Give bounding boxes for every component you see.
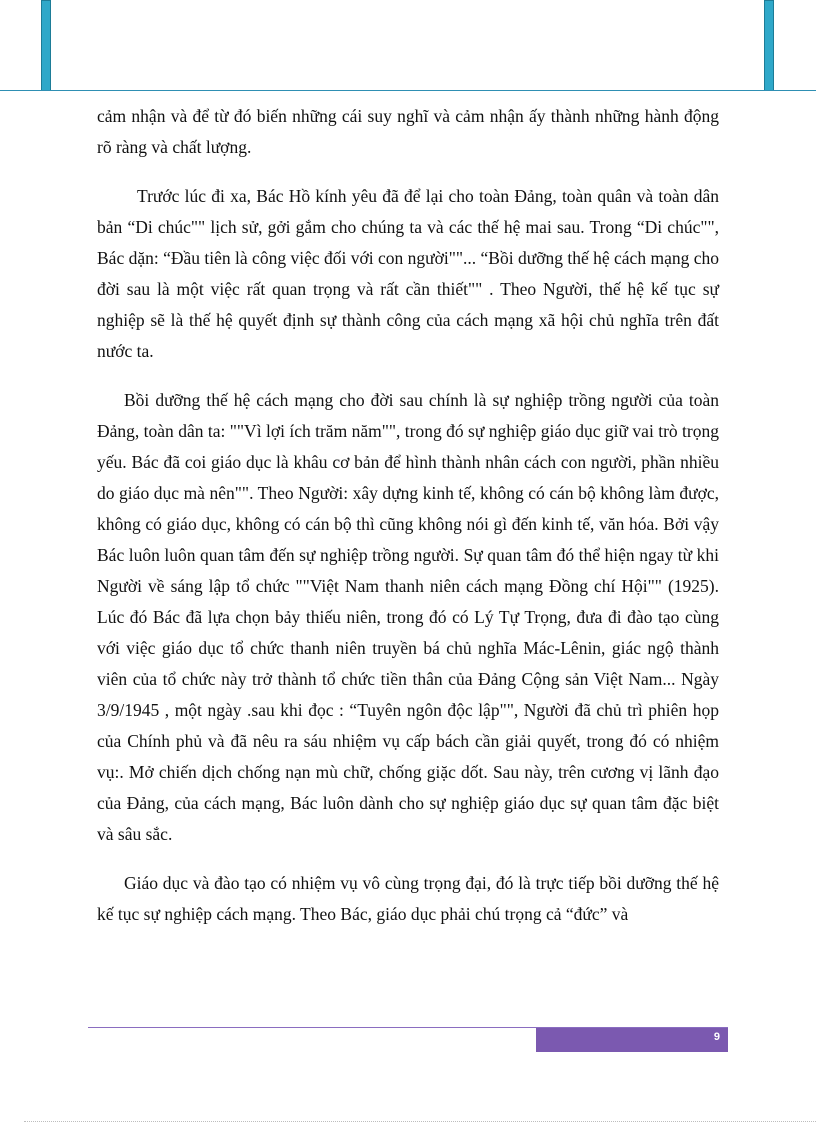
page-number: 9: [713, 1031, 720, 1043]
page-body: [97, 101, 719, 948]
bottom-dotted-border: [24, 1121, 816, 1122]
paragraph-di-chuc: Trước lúc đi xa, Bác Hồ kính yêu đã để lại cho toàn Đảng, toàn quân và toàn dân bản “Di chúc"" lịch sử, gởi gắm cho chúng ta và các thế hệ mai sau. Trong “Di chúc"", Bác dặn: “Đầu tiên là công việc đối với con người""... “Bồi dưỡng thế hệ cách mạng cho đời sau là một việc rất quan trọng và rất cần thiết"" . Theo Người, thế hệ kế tục sự nghiệp sẽ là thế hệ quyết định sự thành công của cách mạng xã hội chủ nghĩa trên đất nước ta.: [97, 186, 719, 361]
paragraph-giao-duc: Giáo dục và đào tạo có nhiệm vụ vô cùng trọng đại, đó là trực tiếp bồi dưỡng thế hệ kế tục sự nghiệp cách mạng. Theo Bác, giáo dục phải chú trọng cả “đức” và: [97, 873, 719, 924]
footer-page-tab: [536, 1028, 728, 1052]
paragraph-trong-nguoi: Bồi dưỡng thế hệ cách mạng cho đời sau chính là sự nghiệp trồng người của toàn Đảng, toàn dân ta: ""Vì lợi ích trăm năm"", trong đó sự nghiệp giáo dục giữ vai trò trọng yếu. Bác đã coi giáo dục là khâu cơ bản để hình thành nhân cách con người, phần nhiều do giáo dục mà nên"". Theo Người: xây dựng kinh tế, không có cán bộ không làm được, không có giáo dục, không có cán bộ thì cũng không nói gì đến kinh tế, văn hóa. Bởi vậy Bác luôn luôn quan tâm đến sự nghiệp trồng người. Sự quan tâm đó thể hiện ngay từ khi Người về sáng lập tổ chức ""Việt Nam thanh niên cách mạng Đồng chí Hội"" (1925). Lúc đó Bác đã lựa chọn bảy thiếu niên, trong đó có Lý Tự Trọng, đưa đi đào tạo cùng với việc giáo dục tổ chức thanh niên truyền bá chủ nghĩa Mác-Lênin, giác ngộ thành viên của tổ chức này trở thành tổ chức tiền thân của Đảng Cộng sản Việt Nam... Ngày 3/9/1945 , một ngày .sau khi đọc : “Tuyên ngôn độc lập"", Người đã chủ trì phiên họp của Chính phủ và đã nêu ra sáu nhiệm vụ cấp bách cần giải quyết, trong đó có nhiệm vụ:. Mở chiến dịch chống nạn mù chữ, chống giặc dốt. Sau này, trên cương vị lãnh đạo của Đảng, của cách mạng, Bác luôn dành cho sự nghiệp giáo dục sự quan tâm đặc biệt và sâu sắc.: [97, 390, 719, 844]
header-right-bar: [764, 0, 774, 91]
header-left-bar: [41, 0, 51, 91]
paragraph-continuation: cảm nhận và để từ đó biến những cái suy nghĩ và cảm nhận ấy thành những hành động rõ ràng và chất lượng.: [97, 106, 719, 157]
header-rule: [0, 90, 816, 91]
